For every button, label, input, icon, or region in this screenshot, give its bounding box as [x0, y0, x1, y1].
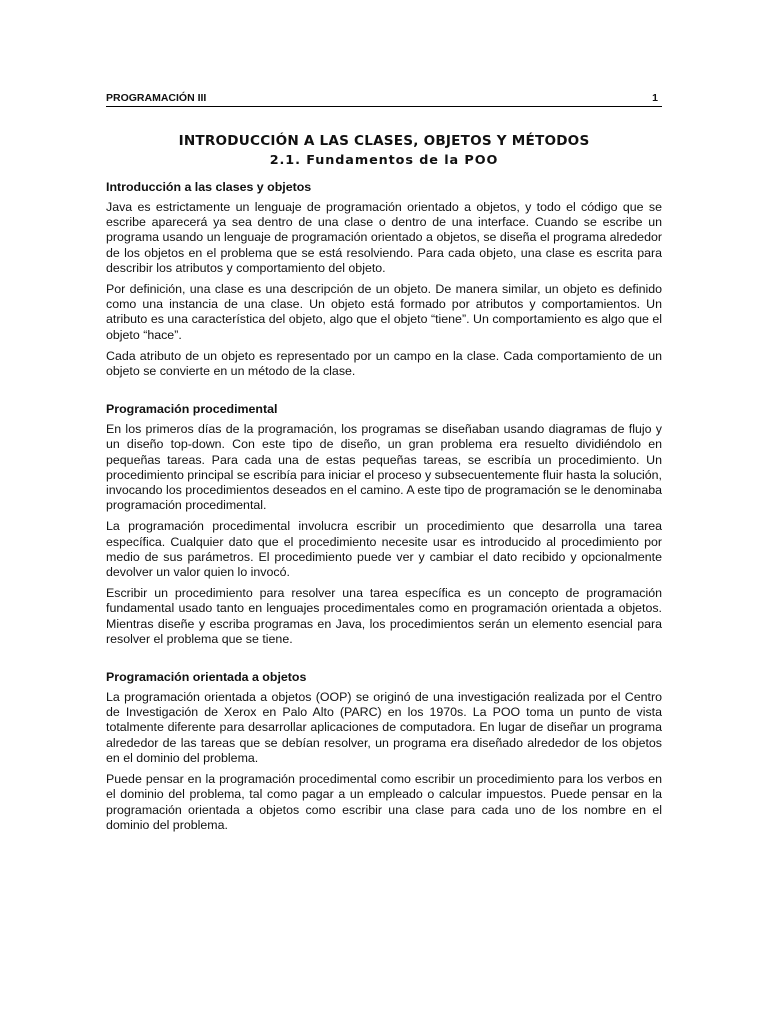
paragraph: En los primeros días de la programación, los programas se diseñaban usando diagramas de flujo y un diseño top-down. Con este tipo de diseño, un gran problema era resuelto dividiéndolo en pequeñas tareas. Para cada una de estas pequeñas tareas, se escribía un procedimiento. Un procedimiento principal se escribía para iniciar el proceso y subsecuentemente fluir hasta la solución, invocando los procedimientos deseados en el camino. A este tipo de programación se le denominaba programación procedimental. — [106, 422, 662, 513]
paragraph: La programación orientada a objetos (OOP) se originó de una investigación realizada por el Centro de Investigación de Xerox en Palo Alto (PARC) en los 1970s. La POO toma un punto de vista totalmente diferente para desarrollar aplicaciones de computadora. En lugar de diseñar un programa alrededor de las tareas que se debían resolver, un programa era diseñado alrededor de los objetos en el dominio del problema. — [106, 690, 662, 765]
section-heading-oop: Programación orientada a objetos — [106, 670, 307, 685]
paragraph: Por definición, una clase es una descripción de un objeto. De manera similar, un objeto es definido como una instancia de una clase. Un objeto está formado por atributos y comportamientos. Un atributo es una característica del objeto, algo que el objeto “tiene”. Un comportamiento es algo que el objeto “hace”. — [106, 282, 662, 342]
paragraph: Java es estrictamente un lenguaje de programación orientado a objetos, y todo el código que se escribe aparecerá ya sea dentro de una clase o dentro de una interface. Cuando se escribe un programa usando un lenguaje de programación orientado a objetos, se diseña el programa alrededor de los objetos en el problema que se está resolviendo. Para cada objeto, una clase es escrita para describir los atributos y comportamiento del objeto. — [106, 200, 662, 275]
paragraph: La programación procedimental involucra escribir un procedimiento que desarrolla una tarea específica. Cualquier dato que el procedimiento necesite usar es introducido al procedimiento por medio de sus parámetros. El procedimiento puede ver y cambiar el dato recibido y opcionalmente devolver un valor quien lo invocó. — [106, 519, 662, 580]
paragraph: Cada atributo de un objeto es representado por un campo en la clase. Cada comportamiento de un objeto se convierte en un método de la clase. — [106, 348, 662, 379]
document-subtitle: 2.1. Fundamentos de la POO — [269, 153, 499, 168]
document-title: INTRODUCCIÓN A LAS CLASES, OBJETOS Y MÉTODOS — [178, 133, 590, 149]
paragraph: Escribir un procedimiento para resolver una tarea específica es un concepto de programación fundamental usado tanto en lenguajes procedimentales como en programación orientada a objetos. Mientras diseñe y escriba programas en Java, los procedimientos serán un elemento esencial para resolver el problema que se tiene. — [106, 586, 662, 646]
section-heading-intro: Introducción a las clases y objetos — [106, 180, 312, 194]
paragraph: Puede pensar en la programación procedimental como escribir un procedimiento para los verbos en el dominio del problema, tal como pagar a un empleado o calcular impuestos. Puede pensar en la programación orientada a objetos como escribir una clase para cada uno de los nombre en el dominio del problema. — [106, 772, 662, 832]
page-number: 1 — [652, 92, 658, 104]
header-course-label: PROGRAMACIÓN III — [106, 92, 207, 104]
document-body — [106, 132, 662, 833]
section-heading-procedural: Programación procedimental — [106, 402, 278, 417]
running-header — [106, 90, 662, 107]
